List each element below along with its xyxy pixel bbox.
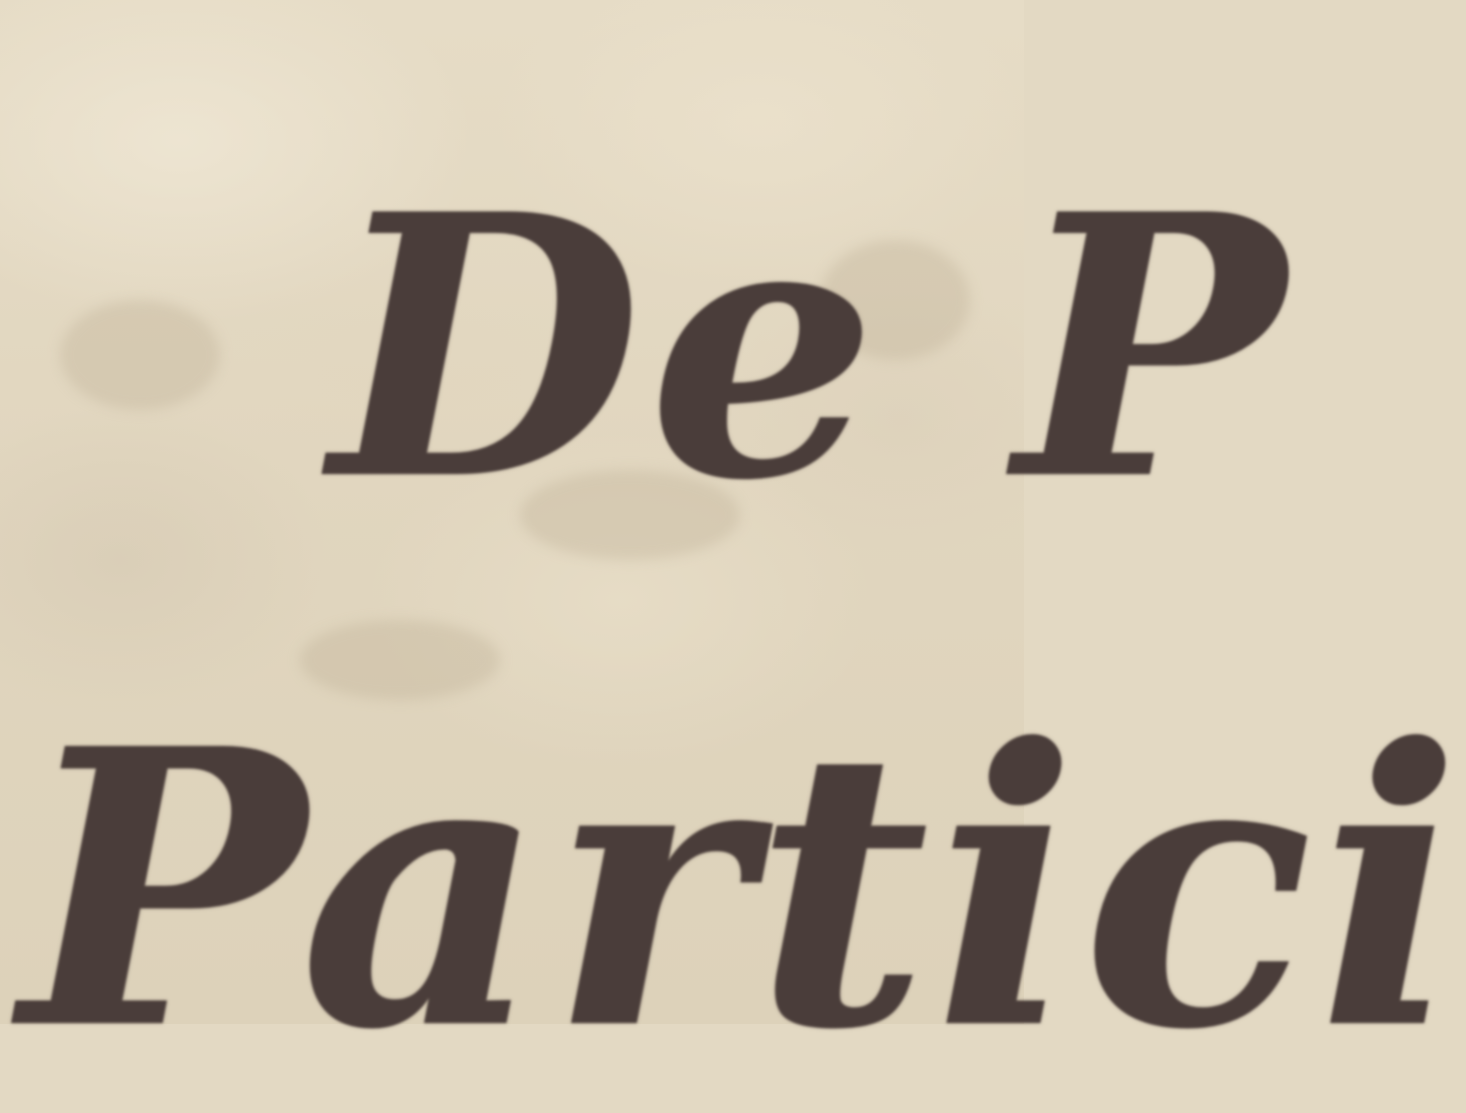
- heading-line: De P: [330, 136, 1292, 559]
- text-line: Partici: [20, 666, 1466, 1113]
- paper-stain: [60, 300, 220, 410]
